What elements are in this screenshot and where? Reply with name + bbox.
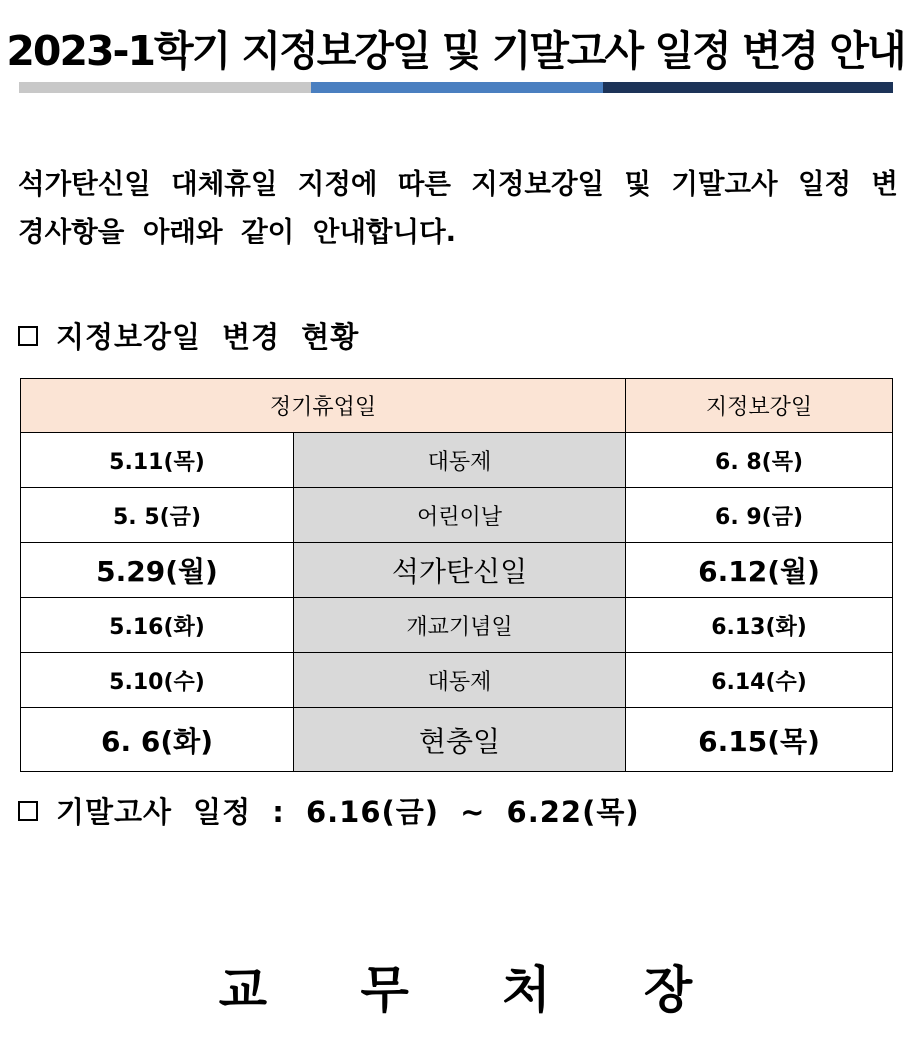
- table-row: [21, 653, 893, 708]
- holiday-name: 대동제: [294, 433, 626, 488]
- title-underline-navy: [603, 82, 893, 93]
- makeup-date: 6.15(목): [626, 708, 893, 772]
- header-makeup-day: 지정보강일: [626, 379, 893, 433]
- document-title: 2023-1학기 지정보강일 및 기말고사 일정 변경 안내: [6, 27, 905, 75]
- issuer-signature: 교 무 처 장: [218, 961, 731, 1019]
- holiday-name: 현충일: [294, 708, 626, 772]
- table-row: [21, 488, 893, 543]
- holiday-date: 5.29(월): [21, 543, 294, 598]
- holiday-date: 5.16(화): [21, 598, 294, 653]
- checkbox-bullet-icon: [18, 326, 38, 346]
- title-underline-gray: [19, 82, 311, 93]
- holiday-name: 석가탄신일: [294, 543, 626, 598]
- table-row: [21, 708, 893, 772]
- makeup-date: 6. 9(금): [626, 488, 893, 543]
- holiday-date: 5.10(수): [21, 653, 294, 708]
- table-row: [21, 543, 893, 598]
- section-final-exam-label: 기말고사 일정 : 6.16(금) ~ 6.22(목): [56, 795, 640, 829]
- section-final-exam: [18, 790, 640, 831]
- makeup-date: 6. 8(목): [626, 433, 893, 488]
- holiday-name: 개교기념일: [294, 598, 626, 653]
- holiday-date: 6. 6(화): [21, 708, 294, 772]
- makeup-date: 6.13(화): [626, 598, 893, 653]
- makeup-date: 6.14(수): [626, 653, 893, 708]
- holiday-date: 5.11(목): [21, 433, 294, 488]
- header-holiday: 정기휴업일: [21, 379, 626, 433]
- makeup-date: 6.12(월): [626, 543, 893, 598]
- title-underline-blue: [311, 82, 603, 93]
- table-row: [21, 433, 893, 488]
- section-makeup-status-label: 지정보강일 변경 현황: [56, 320, 360, 354]
- holiday-date: 5. 5(금): [21, 488, 294, 543]
- holiday-name: 어린이날: [294, 488, 626, 543]
- holiday-name: 대동제: [294, 653, 626, 708]
- section-makeup-status: [18, 315, 359, 356]
- intro-paragraph: 석가탄신일 대체휴일 지정에 따른 지정보강일 및 기말고사 일정 변경사항을 아래와 같이 안내합니다.: [18, 168, 898, 248]
- table-header-row: [21, 379, 893, 433]
- checkbox-bullet-icon: [18, 801, 38, 821]
- table-row: [21, 598, 893, 653]
- makeup-schedule-table: [20, 378, 893, 772]
